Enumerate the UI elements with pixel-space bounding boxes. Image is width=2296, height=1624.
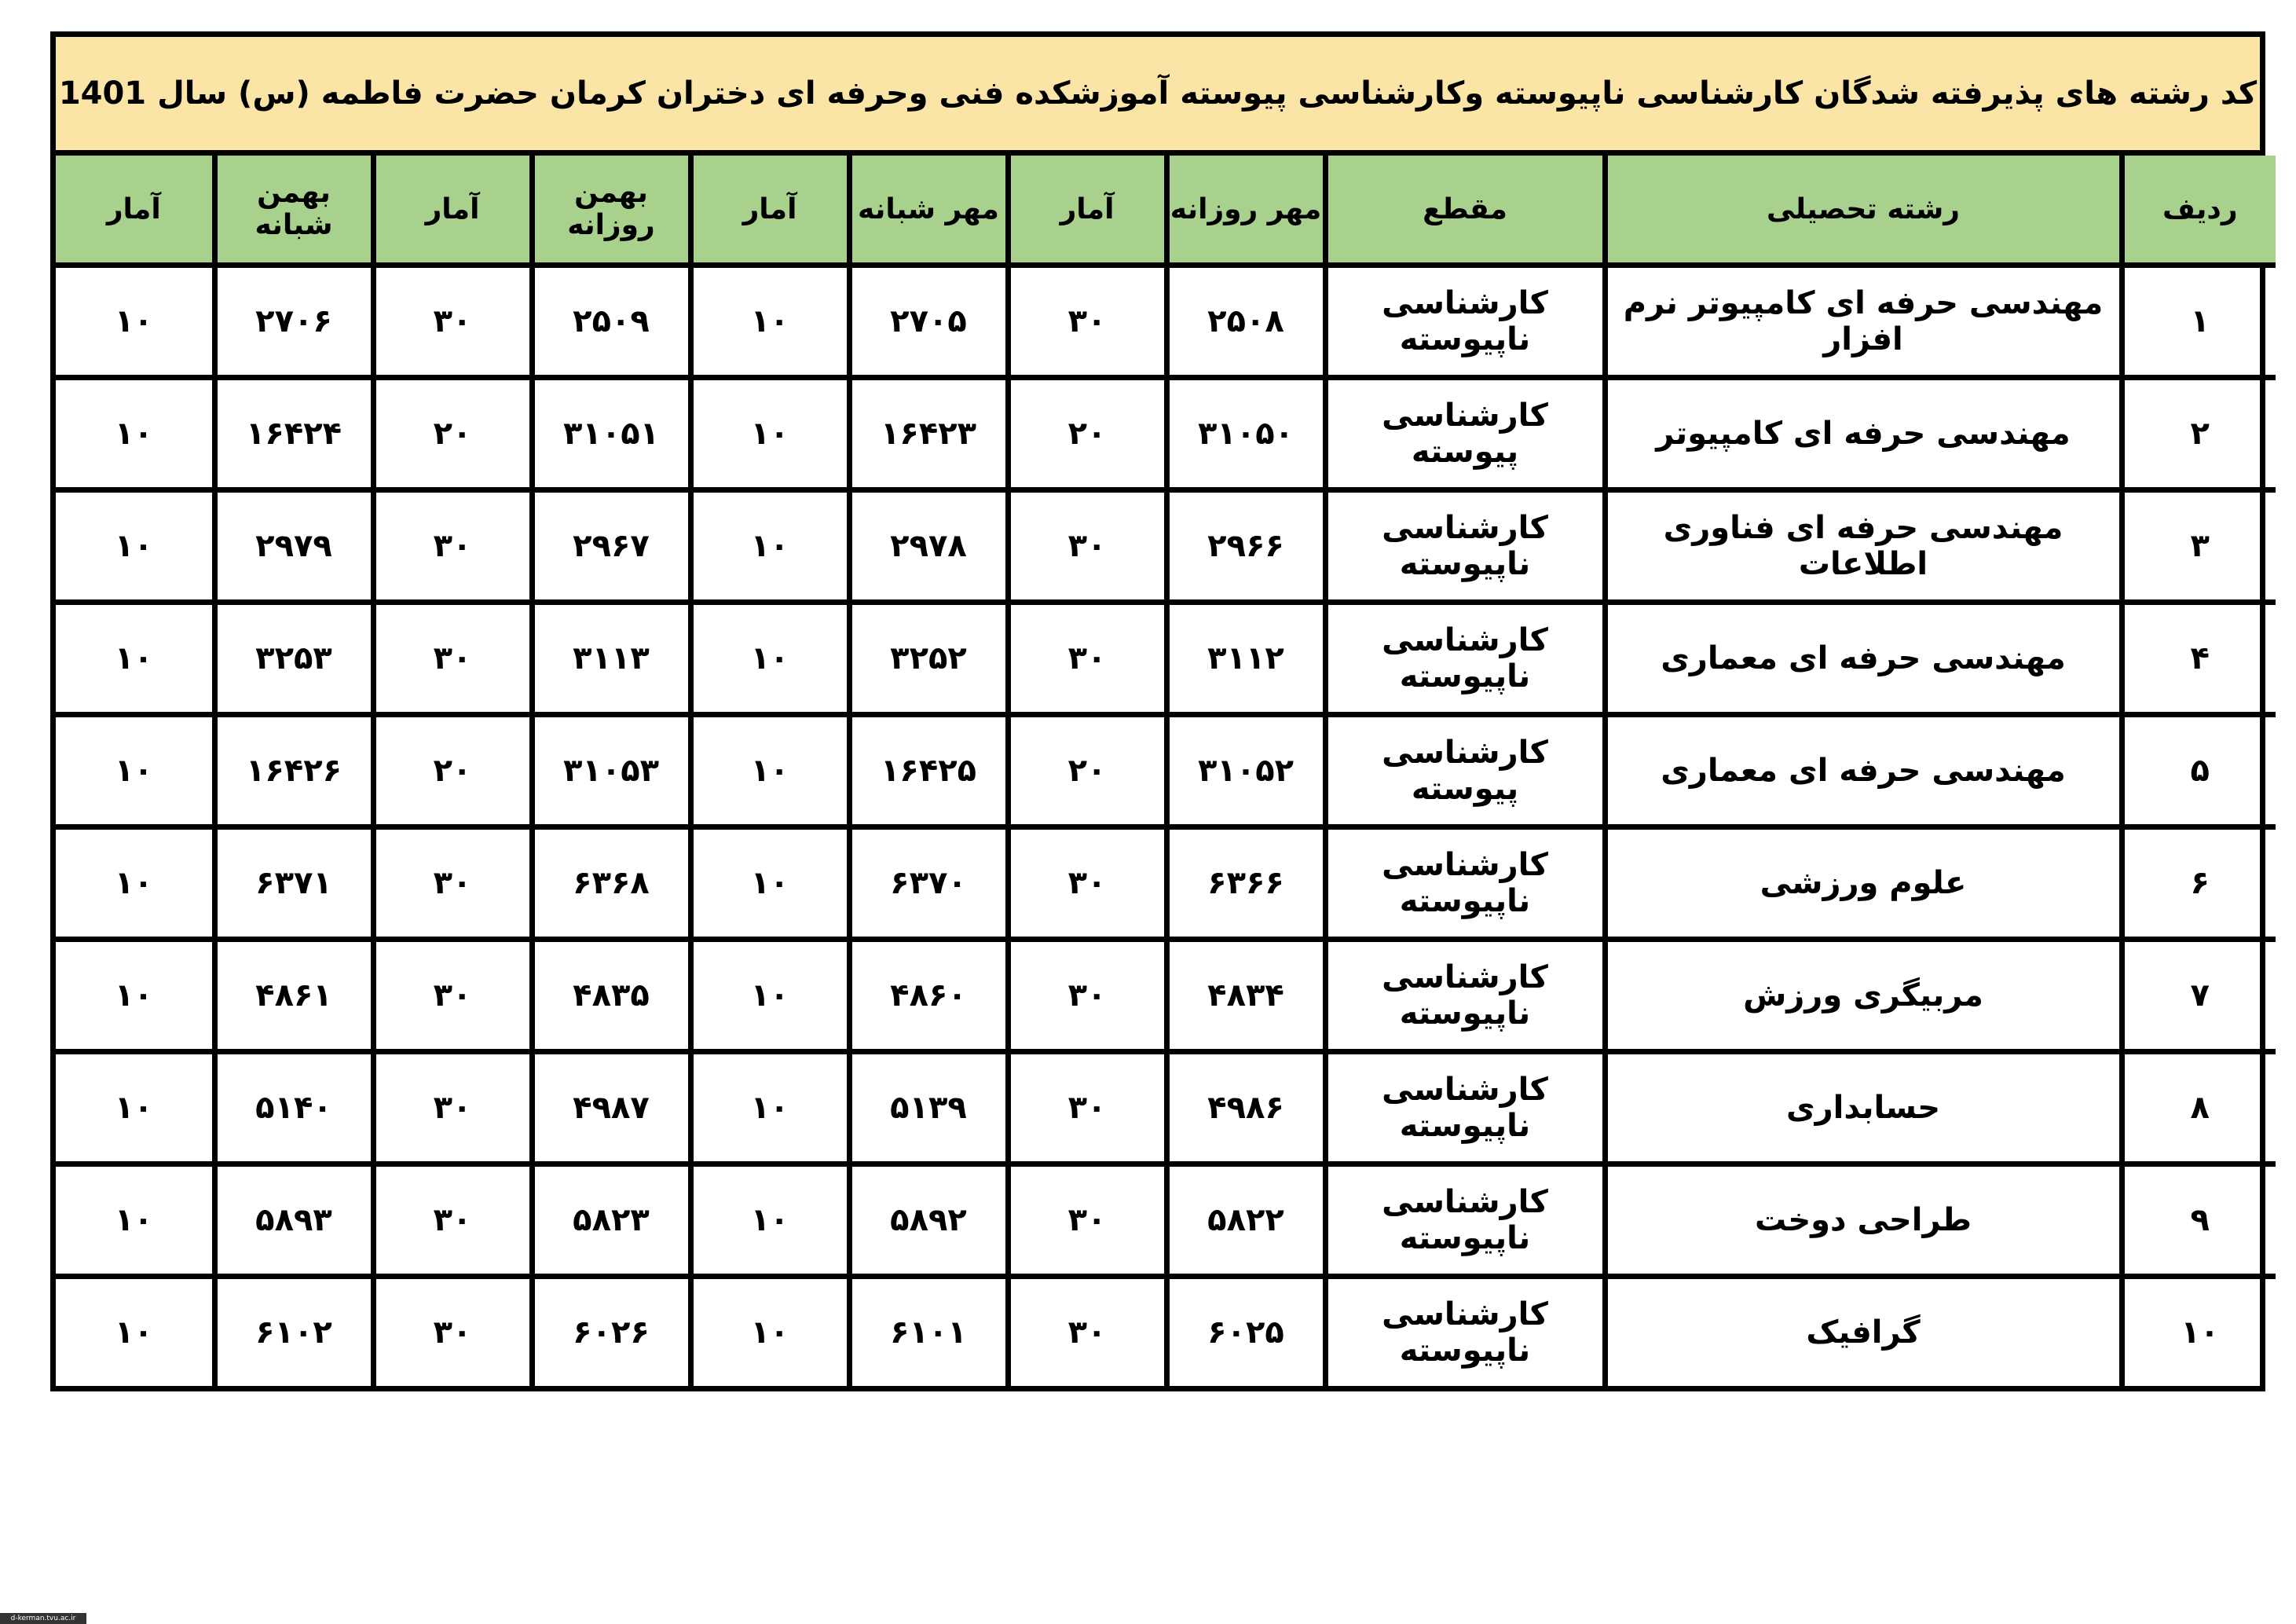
cell-mehr-day-count: ۲۰ bbox=[1008, 715, 1166, 827]
cell-bahman-evening-code: ۵۸۹۳ bbox=[214, 1164, 373, 1277]
cell-bahman-evening-code: ۶۳۷۱ bbox=[214, 827, 373, 940]
table-row bbox=[56, 1277, 2276, 1387]
cell-row-number: ۹ bbox=[2122, 1164, 2276, 1277]
cell-bahman-evening-code: ۵۱۴۰ bbox=[214, 1052, 373, 1164]
cell-field-name: مهندسی حرفه ای معماری bbox=[1605, 603, 2122, 715]
cell-bahman-day-count: ۲۰ bbox=[373, 715, 532, 827]
cell-mehr-day-code: ۳۱۱۲ bbox=[1166, 603, 1325, 715]
table-row bbox=[56, 490, 2276, 603]
cell-mehr-day-count: ۳۰ bbox=[1008, 1052, 1166, 1164]
header-bahman-day: بهمن روزانه bbox=[532, 156, 690, 266]
cell-bahman-day-count: ۳۰ bbox=[373, 1164, 532, 1277]
header-bahman-day-count: آمار bbox=[373, 156, 532, 266]
cell-mehr-day-code: ۲۵۰۸ bbox=[1166, 266, 1325, 378]
table-title: کد رشته های پذیرفته شدگان کارشناسی ناپیوسته وکارشناسی پیوسته آموزشکده فنی وحرفه ای دختران کرمان حضرت فاطمه (س) سال 1401 bbox=[56, 37, 2260, 156]
cell-field-name: مهندسی حرفه ای کامپیوتر bbox=[1605, 378, 2122, 490]
cell-bahman-evening-count: ۱۰ bbox=[56, 1277, 214, 1387]
cell-field-name: حسابداری bbox=[1605, 1052, 2122, 1164]
cell-mehr-day-code: ۵۸۲۲ bbox=[1166, 1164, 1325, 1277]
cell-mehr-evening-code: ۶۳۷۰ bbox=[849, 827, 1008, 940]
cell-bahman-evening-count: ۱۰ bbox=[56, 1164, 214, 1277]
cell-bahman-day-code: ۶۳۶۸ bbox=[532, 827, 690, 940]
cell-bahman-evening-code: ۲۹۷۹ bbox=[214, 490, 373, 603]
admission-codes-table bbox=[56, 156, 2276, 1386]
table-row bbox=[56, 266, 2276, 378]
cell-row-number: ۱۰ bbox=[2122, 1277, 2276, 1387]
cell-mehr-evening-count: ۱۰ bbox=[690, 1164, 849, 1277]
cell-bahman-evening-count: ۱۰ bbox=[56, 1052, 214, 1164]
header-row bbox=[56, 156, 2276, 266]
cell-bahman-evening-count: ۱۰ bbox=[56, 827, 214, 940]
cell-bahman-day-count: ۳۰ bbox=[373, 266, 532, 378]
cell-row-number: ۱ bbox=[2122, 266, 2276, 378]
table-row bbox=[56, 1164, 2276, 1277]
cell-bahman-evening-count: ۱۰ bbox=[56, 715, 214, 827]
cell-mehr-evening-count: ۱۰ bbox=[690, 827, 849, 940]
cell-level: کارشناسی پیوسته bbox=[1325, 378, 1605, 490]
cell-level: کارشناسی ناپیوسته bbox=[1325, 827, 1605, 940]
cell-bahman-day-count: ۳۰ bbox=[373, 490, 532, 603]
cell-field-name: مهندسی حرفه ای فناوری اطلاعات bbox=[1605, 490, 2122, 603]
cell-mehr-evening-count: ۱۰ bbox=[690, 1277, 849, 1387]
cell-mehr-day-code: ۳۱۰۵۰ bbox=[1166, 378, 1325, 490]
cell-bahman-evening-code: ۴۸۶۱ bbox=[214, 940, 373, 1052]
cell-mehr-evening-code: ۵۱۳۹ bbox=[849, 1052, 1008, 1164]
cell-level: کارشناسی ناپیوسته bbox=[1325, 1052, 1605, 1164]
table-row bbox=[56, 715, 2276, 827]
cell-level: کارشناسی ناپیوسته bbox=[1325, 603, 1605, 715]
cell-field-name: مهندسی حرفه ای معماری bbox=[1605, 715, 2122, 827]
cell-bahman-day-code: ۵۸۲۳ bbox=[532, 1164, 690, 1277]
cell-mehr-evening-count: ۱۰ bbox=[690, 266, 849, 378]
cell-field-name: گرافیک bbox=[1605, 1277, 2122, 1387]
table-row bbox=[56, 1052, 2276, 1164]
table-row bbox=[56, 827, 2276, 940]
cell-bahman-evening-count: ۱۰ bbox=[56, 378, 214, 490]
cell-mehr-evening-code: ۱۶۴۲۵ bbox=[849, 715, 1008, 827]
cell-mehr-evening-code: ۱۶۴۲۳ bbox=[849, 378, 1008, 490]
cell-row-number: ۴ bbox=[2122, 603, 2276, 715]
cell-mehr-evening-code: ۲۹۷۸ bbox=[849, 490, 1008, 603]
table-row bbox=[56, 378, 2276, 490]
cell-bahman-evening-count: ۱۰ bbox=[56, 940, 214, 1052]
header-row-number: ردیف bbox=[2122, 156, 2276, 266]
cell-mehr-evening-count: ۱۰ bbox=[690, 1052, 849, 1164]
cell-mehr-day-code: ۴۸۳۴ bbox=[1166, 940, 1325, 1052]
cell-row-number: ۳ bbox=[2122, 490, 2276, 603]
cell-mehr-day-code: ۶۰۲۵ bbox=[1166, 1277, 1325, 1387]
cell-bahman-evening-code: ۳۲۵۳ bbox=[214, 603, 373, 715]
admission-codes-table-sheet bbox=[50, 31, 2265, 1391]
cell-field-name: مربیگری ورزش bbox=[1605, 940, 2122, 1052]
cell-bahman-day-code: ۳۱۰۵۳ bbox=[532, 715, 690, 827]
cell-level: کارشناسی ناپیوسته bbox=[1325, 1164, 1605, 1277]
cell-bahman-evening-code: ۲۷۰۶ bbox=[214, 266, 373, 378]
cell-mehr-evening-code: ۵۸۹۲ bbox=[849, 1164, 1008, 1277]
cell-row-number: ۵ bbox=[2122, 715, 2276, 827]
cell-level: کارشناسی ناپیوسته bbox=[1325, 490, 1605, 603]
cell-row-number: ۸ bbox=[2122, 1052, 2276, 1164]
cell-bahman-day-code: ۴۹۸۷ bbox=[532, 1052, 690, 1164]
cell-mehr-evening-code: ۴۸۶۰ bbox=[849, 940, 1008, 1052]
header-mehr-day: مهر روزانه bbox=[1166, 156, 1325, 266]
cell-row-number: ۲ bbox=[2122, 378, 2276, 490]
cell-mehr-evening-code: ۶۱۰۱ bbox=[849, 1277, 1008, 1387]
cell-mehr-evening-code: ۲۷۰۵ bbox=[849, 266, 1008, 378]
cell-mehr-day-count: ۳۰ bbox=[1008, 266, 1166, 378]
header-mehr-evening: مهر شبانه bbox=[849, 156, 1008, 266]
cell-bahman-day-count: ۳۰ bbox=[373, 940, 532, 1052]
cell-field-name: مهندسی حرفه ای کامپیوتر نرم افزار bbox=[1605, 266, 2122, 378]
cell-level: کارشناسی پیوسته bbox=[1325, 715, 1605, 827]
cell-level: کارشناسی ناپیوسته bbox=[1325, 940, 1605, 1052]
cell-mehr-day-count: ۳۰ bbox=[1008, 827, 1166, 940]
cell-mehr-evening-count: ۱۰ bbox=[690, 490, 849, 603]
cell-bahman-evening-code: ۱۶۴۲۴ bbox=[214, 378, 373, 490]
cell-bahman-day-code: ۶۰۲۶ bbox=[532, 1277, 690, 1387]
cell-mehr-day-count: ۳۰ bbox=[1008, 603, 1166, 715]
header-bahman-evening: بهمن شبانه bbox=[214, 156, 373, 266]
cell-bahman-evening-code: ۶۱۰۲ bbox=[214, 1277, 373, 1387]
cell-mehr-day-count: ۳۰ bbox=[1008, 940, 1166, 1052]
cell-mehr-evening-code: ۳۲۵۲ bbox=[849, 603, 1008, 715]
cell-mehr-day-count: ۳۰ bbox=[1008, 490, 1166, 603]
cell-bahman-day-code: ۳۱۰۵۱ bbox=[532, 378, 690, 490]
footer-watermark-tag: d-kerman.tvu.ac.ir bbox=[0, 1613, 86, 1624]
cell-bahman-day-code: ۲۹۶۷ bbox=[532, 490, 690, 603]
header-bahman-evening-count: آمار bbox=[56, 156, 214, 266]
cell-level: کارشناسی ناپیوسته bbox=[1325, 1277, 1605, 1387]
cell-bahman-evening-count: ۱۰ bbox=[56, 603, 214, 715]
cell-bahman-day-count: ۳۰ bbox=[373, 603, 532, 715]
table-row bbox=[56, 940, 2276, 1052]
cell-bahman-day-count: ۳۰ bbox=[373, 1052, 532, 1164]
cell-field-name: طراحی دوخت bbox=[1605, 1164, 2122, 1277]
cell-mehr-day-count: ۲۰ bbox=[1008, 378, 1166, 490]
cell-bahman-evening-code: ۱۶۴۲۶ bbox=[214, 715, 373, 827]
cell-mehr-day-code: ۳۱۰۵۲ bbox=[1166, 715, 1325, 827]
cell-level: کارشناسی ناپیوسته bbox=[1325, 266, 1605, 378]
cell-bahman-evening-count: ۱۰ bbox=[56, 266, 214, 378]
table-body bbox=[56, 266, 2276, 1387]
cell-bahman-day-count: ۳۰ bbox=[373, 1277, 532, 1387]
cell-field-name: علوم ورزشی bbox=[1605, 827, 2122, 940]
cell-mehr-evening-count: ۱۰ bbox=[690, 715, 849, 827]
cell-mehr-evening-count: ۱۰ bbox=[690, 603, 849, 715]
cell-bahman-evening-count: ۱۰ bbox=[56, 490, 214, 603]
cell-mehr-day-code: ۴۹۸۶ bbox=[1166, 1052, 1325, 1164]
cell-row-number: ۶ bbox=[2122, 827, 2276, 940]
cell-bahman-day-code: ۲۵۰۹ bbox=[532, 266, 690, 378]
header-level: مقطع bbox=[1325, 156, 1605, 266]
cell-bahman-day-count: ۲۰ bbox=[373, 378, 532, 490]
header-mehr-day-count: آمار bbox=[1008, 156, 1166, 266]
table-row bbox=[56, 603, 2276, 715]
cell-mehr-evening-count: ۱۰ bbox=[690, 378, 849, 490]
cell-bahman-day-count: ۳۰ bbox=[373, 827, 532, 940]
cell-mehr-day-code: ۶۳۶۶ bbox=[1166, 827, 1325, 940]
cell-mehr-evening-count: ۱۰ bbox=[690, 940, 849, 1052]
cell-mehr-day-count: ۳۰ bbox=[1008, 1277, 1166, 1387]
cell-mehr-day-code: ۲۹۶۶ bbox=[1166, 490, 1325, 603]
header-mehr-evening-count: آمار bbox=[690, 156, 849, 266]
header-field: رشته تحصیلی bbox=[1605, 156, 2122, 266]
cell-bahman-day-code: ۴۸۳۵ bbox=[532, 940, 690, 1052]
cell-bahman-day-code: ۳۱۱۳ bbox=[532, 603, 690, 715]
cell-mehr-day-count: ۳۰ bbox=[1008, 1164, 1166, 1277]
cell-row-number: ۷ bbox=[2122, 940, 2276, 1052]
